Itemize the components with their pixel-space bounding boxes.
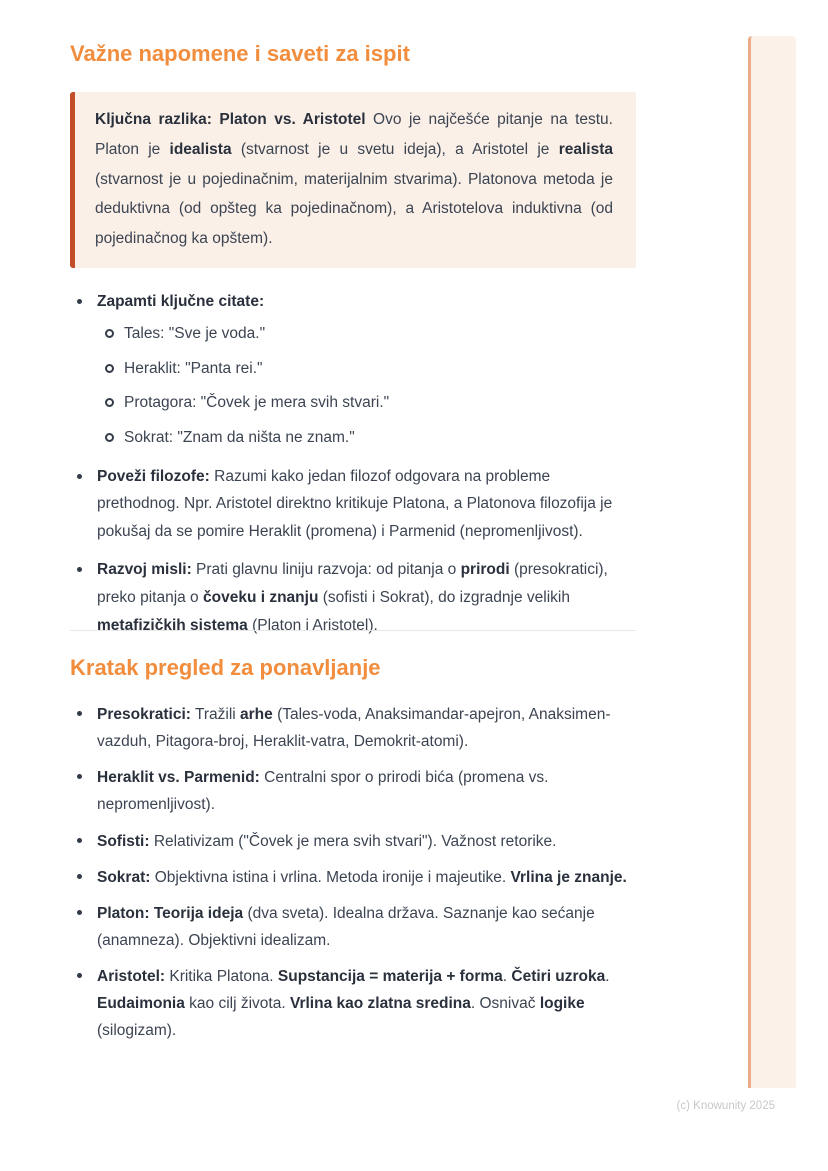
list-item [70, 828, 636, 855]
list-item-text: Presokratici: Tražili arhe (Tales-voda, Anaksimandar-apejron, Anaksimen-vazduh, Pitagora-broj, Heraklit-vatra, Demokrit-atomi). [97, 706, 611, 751]
section-divider [70, 630, 636, 631]
list-item-text: Sofisti: Relativizam ("Čovek je mera svih stvari"). Važnost retorike. [97, 832, 557, 850]
list-item-text: Razvoj misli: Prati glavnu liniju razvoja: od pitanja o prirodi (presokratici), preko pitanja o čoveku i znanju (sofisti i Sokrat), do izgradnje velikih metafizičkih sistema (Platon i Aristotel). [97, 561, 608, 634]
list-item-text: Zapamti ključne citate: [97, 292, 265, 310]
list-item [70, 900, 636, 954]
list-item [70, 556, 636, 639]
callout-text: Ključna razlika: Platon vs. Aristotel Ovo je najčešće pitanje na testu. Platon je idealista (stvarnost je u svetu ideja), a Aristotel je realista (stvarnost je u pojedinačnim, materijalnim stvarima). Platonova metoda je deduktivna (od opšteg ka pojedinačnom), a Aristotelova induktivna (od pojedinačnog ka opštem). [95, 111, 613, 247]
list-item [70, 764, 636, 818]
list-item-text: Sokrat: Objektivna istina i vrlina. Metoda ironije i majeutike. Vrlina je znanje. [97, 868, 627, 886]
callout-box [70, 92, 636, 268]
list-item [70, 463, 636, 546]
section-title-tips: Važne napomene i saveti za ispit [70, 41, 410, 66]
list-item [70, 701, 636, 755]
section-review [70, 655, 636, 1053]
review-list [70, 701, 636, 1044]
sub-list-item: Tales: "Sve je voda." [97, 320, 636, 348]
section-title-review: Kratak pregled za ponavljanje [70, 655, 381, 680]
list-item-text: Platon: Teorija ideja (dva sveta). Idealna država. Saznanje kao sećanje (anamneza). Objektivni idealizam. [97, 904, 595, 949]
list-item-text: Aristotel: Kritika Platona. Supstancija = materija + forma. Četiri uzroka. Eudaimonia kao cilj života. Vrlina kao zlatna sredina. Osnivač logike (silogizam). [97, 968, 610, 1040]
list-item [70, 288, 636, 452]
copyright-footer: (c) Knowunity 2025 [676, 1100, 775, 1112]
tips-list [70, 288, 636, 639]
next-page-edge [748, 36, 796, 1088]
list-item-text: Heraklit vs. Parmenid: Centralni spor o prirodi bića (promena vs. nepromenljivost). [97, 769, 549, 814]
sub-list-item: Sokrat: "Znam da ništa ne znam." [97, 424, 636, 452]
section-tips [70, 41, 636, 650]
quotes-sublist [97, 320, 636, 451]
list-item-text: Poveži filozofe: Razumi kako jedan filozof odgovara na probleme prethodnog. Npr. Aristotel direktno kritikuje Platona, a Platonova filozofija je pokušaj da se pomire Heraklit (promena) i Parmenid (nepromenljivost). [97, 467, 613, 540]
sub-list-item: Heraklit: "Panta rei." [97, 355, 636, 383]
sub-list-item: Protagora: "Čovek je mera svih stvari." [97, 389, 636, 417]
list-item [70, 864, 636, 891]
list-item [70, 963, 636, 1044]
